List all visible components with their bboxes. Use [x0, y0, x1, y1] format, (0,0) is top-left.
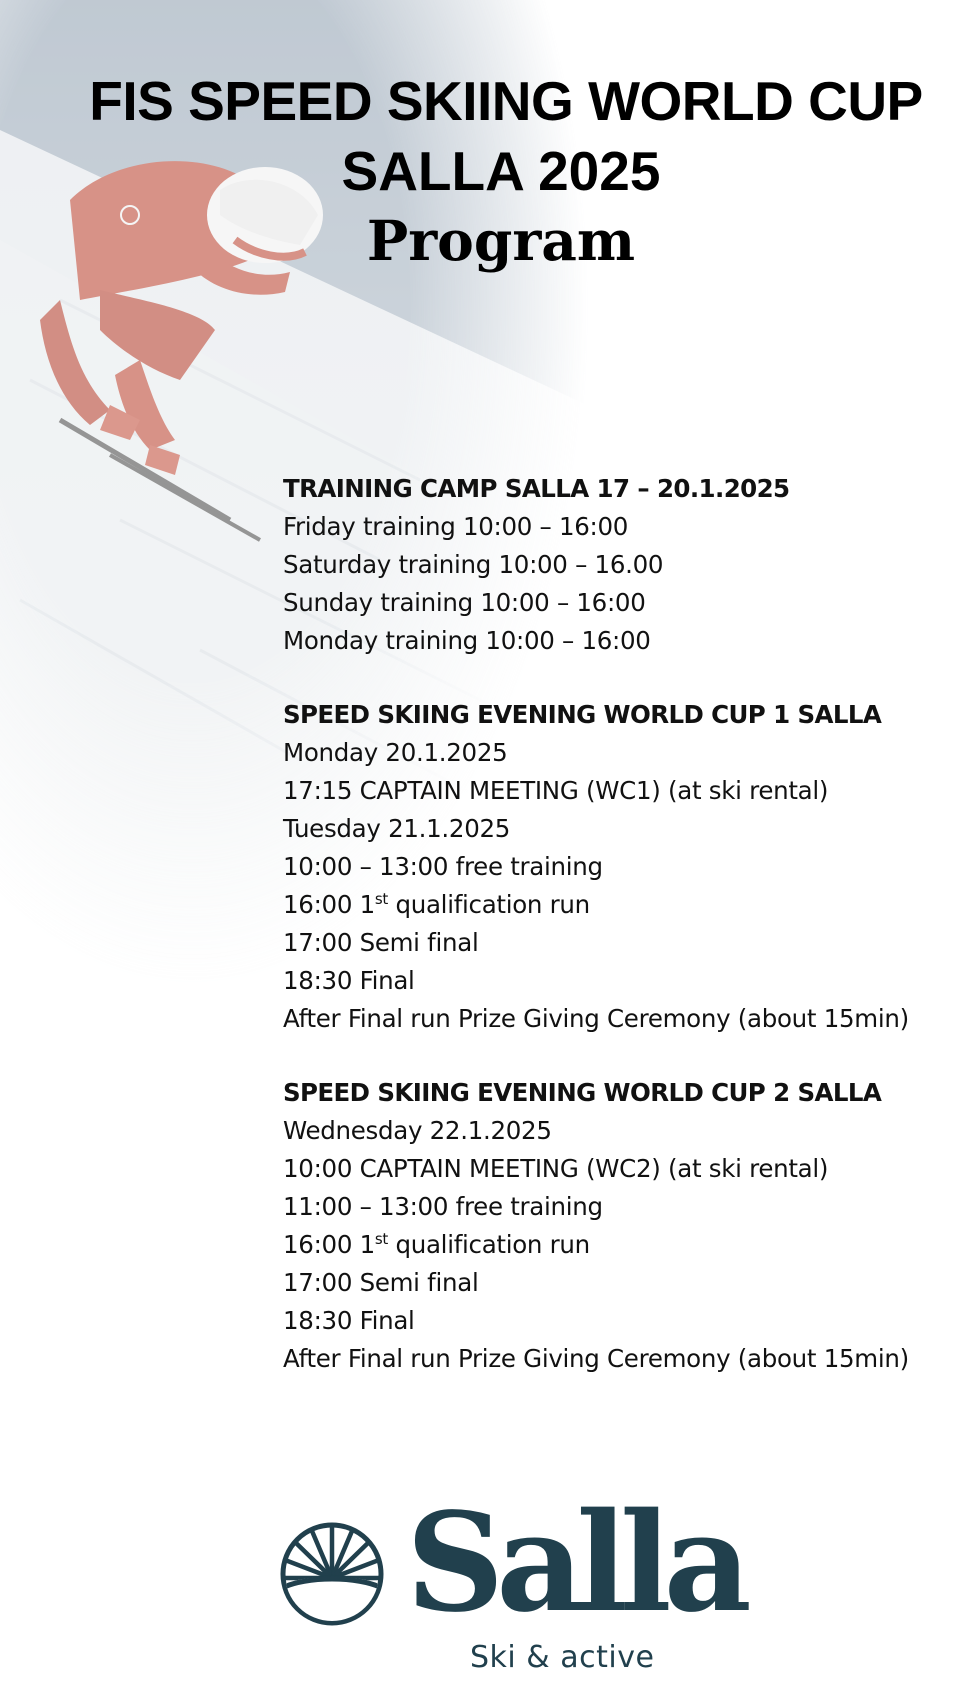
sun-over-hill-icon — [278, 1520, 386, 1628]
line-text: qualification run — [388, 890, 590, 919]
schedule-line: After Final run Prize Giving Ceremony (about 15min) — [283, 1004, 909, 1033]
schedule-line: Sunday training 10:00 – 16:00 — [283, 588, 646, 617]
schedule-line: After Final run Prize Giving Ceremony (about 15min) — [283, 1344, 909, 1373]
schedule-line: 18:30 Final — [283, 1306, 415, 1335]
schedule-line: 10:00 CAPTAIN MEETING (WC2) (at ski rental) — [283, 1154, 829, 1183]
section-heading: TRAINING CAMP SALLA 17 – 20.1.2025 — [283, 474, 790, 503]
ordinal-suffix: st — [374, 1230, 388, 1248]
line-text: 16:00 1 — [283, 890, 375, 919]
schedule-line: Saturday training 10:00 – 16.00 — [283, 550, 664, 579]
schedule-line: 17:00 Semi final — [283, 1268, 479, 1297]
program-schedule — [283, 470, 943, 1414]
schedule-line: 18:30 Final — [283, 966, 415, 995]
schedule-line: 17:15 CAPTAIN MEETING (WC1) (at ski rental) — [283, 776, 829, 805]
salla-wordmark: Salla — [406, 1483, 744, 1643]
schedule-line: Monday training 10:00 – 16:00 — [283, 626, 651, 655]
schedule-line: Wednesday 22.1.2025 — [283, 1116, 552, 1145]
logo-tagline: Ski & active — [470, 1640, 655, 1675]
section-training-camp — [283, 470, 943, 660]
schedule-line: 11:00 – 13:00 free training — [283, 1192, 603, 1221]
schedule-line — [283, 1226, 943, 1264]
event-title: FIS SPEED SKIING WORLD CUP — [89, 70, 923, 132]
header — [0, 66, 972, 276]
schedule-line: 10:00 – 13:00 free training — [283, 852, 603, 881]
program-heading: Program — [366, 208, 636, 273]
schedule-line: Tuesday 21.1.2025 — [283, 814, 511, 843]
section-heading: SPEED SKIING EVENING WORLD CUP 1 SALLA — [283, 700, 882, 729]
section-world-cup-1 — [283, 696, 943, 1038]
section-heading: SPEED SKIING EVENING WORLD CUP 2 SALLA — [283, 1078, 882, 1107]
line-text: 16:00 1 — [283, 1230, 375, 1259]
section-world-cup-2 — [283, 1074, 943, 1378]
line-text: qualification run — [388, 1230, 590, 1259]
salla-logo — [278, 1483, 744, 1680]
event-subtitle: SALLA 2025 — [341, 140, 661, 202]
schedule-line: 17:00 Semi final — [283, 928, 479, 957]
schedule-line — [283, 886, 943, 924]
schedule-line: Friday training 10:00 – 16:00 — [283, 512, 629, 541]
schedule-line: Monday 20.1.2025 — [283, 738, 508, 767]
ordinal-suffix: st — [374, 890, 388, 908]
